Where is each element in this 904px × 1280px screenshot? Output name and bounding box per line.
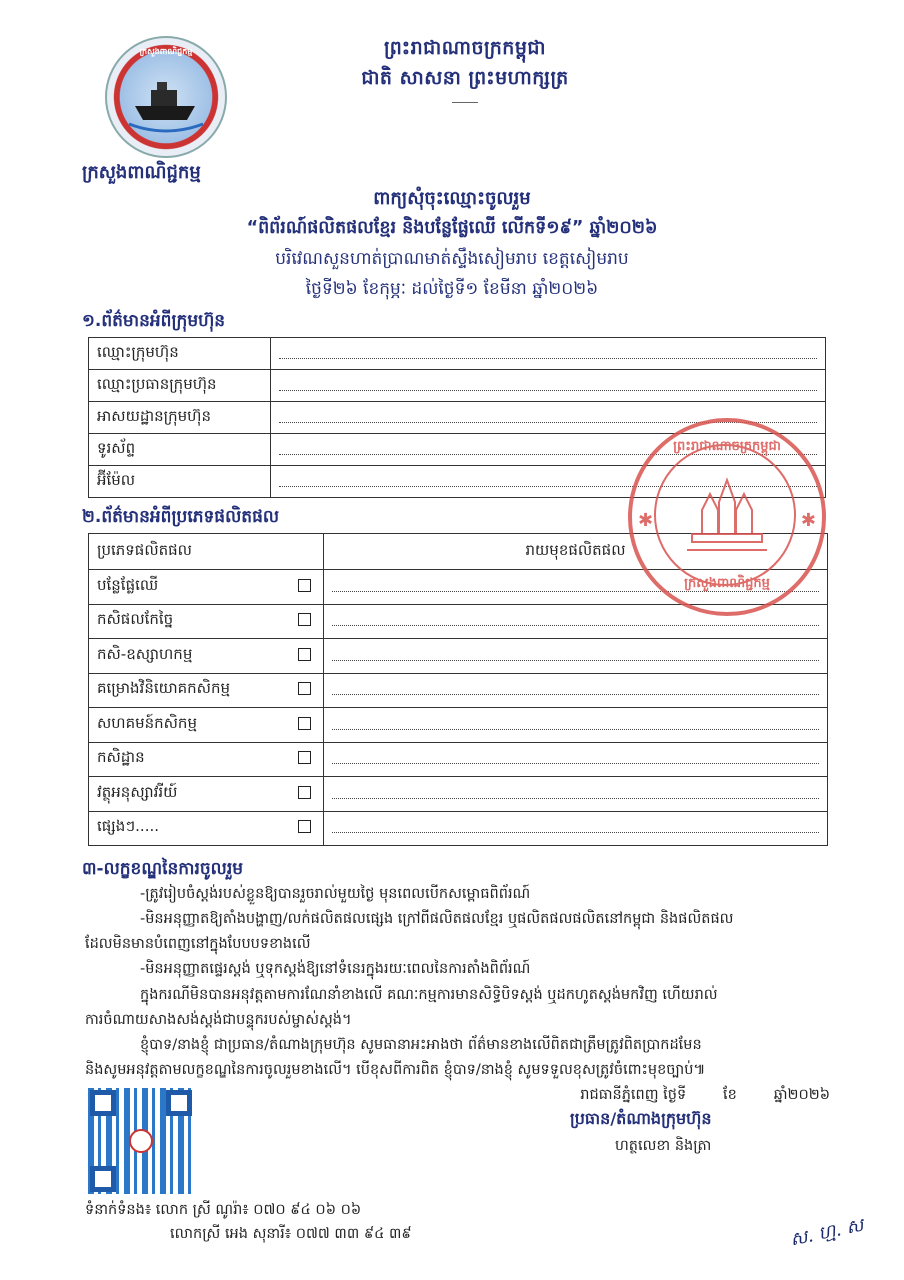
product-type-cell xyxy=(285,673,324,708)
checkbox[interactable] xyxy=(298,820,311,833)
condition-3: -មិនអនុញ្ញាតផ្ទេរស្តង់ ឬទុកស្តង់ឱ្យនៅទំនេរក្នុងរយៈពេលនៃការតាំងពិព័រណ៍ xyxy=(140,961,531,977)
declaration-b: និងសូមអនុវត្តតាមលក្ខខណ្ឌនៃការចូលរួមខាងលើ។ បើខុសពីការពិត ខ្ញុំបាទ/នាងខ្ញុំ សូមទទួលខុសត្រូវចំពោះមុខច្បាប់៕ xyxy=(85,1062,706,1078)
product-items-field[interactable] xyxy=(324,673,828,708)
event-venue: បរិវេណសួនហាត់ប្រាណមាត់ស្ទឹងសៀមរាប ខេត្តសៀមរាប xyxy=(275,249,629,269)
col-header-items: រាយមុខផលិតផល xyxy=(324,534,828,570)
company-name-field[interactable] xyxy=(271,338,826,370)
product-items-field[interactable] xyxy=(324,639,828,674)
product-items-field[interactable] xyxy=(324,708,828,743)
product-type-cell xyxy=(285,570,324,605)
ministry-logo xyxy=(105,36,227,158)
signature-note: ហត្ថលេខា និងត្រា xyxy=(615,1138,712,1154)
field-label: ឈ្មោះក្រុមហ៊ុន xyxy=(89,338,271,370)
condition-2a: -មិនអនុញ្ញាតឱ្យតាំងបង្ហាញ/លក់ផលិតផលផ្សេង ក្រៅពីផលិតផលខ្មែរ ឬផលិតផលផលិតនៅកម្ពុជា និងផលិតផល xyxy=(140,911,734,927)
product-items-field[interactable] xyxy=(324,742,828,777)
official-stamp xyxy=(628,418,826,616)
kingdom-title: ព្រះរាជាណាចក្រកម្ពុជា xyxy=(384,37,546,59)
product-type-label: កសិដ្ឋាន xyxy=(89,742,286,777)
table-row xyxy=(89,370,826,402)
stamp-top-text: ព្រះរាជាណាចក្រកម្ពុជា xyxy=(673,439,781,454)
product-type-label: កសិ-ឧស្សាហកម្ម xyxy=(89,639,286,674)
qr-code[interactable] xyxy=(88,1088,194,1194)
checkbox[interactable] xyxy=(298,682,311,695)
checkbox[interactable] xyxy=(298,717,311,730)
product-items-field[interactable] xyxy=(324,777,828,812)
table-row xyxy=(89,639,828,674)
stamp-star-left: ✱ xyxy=(638,510,654,531)
condition-4a: ក្នុងករណីមិនបានអនុវត្តតាមការណែនាំខាងលើ គណៈកម្មការមានសិទ្ធិបិទស្តង់ ឬដកហូតស្តង់មកវិញ ហើយរាល់ xyxy=(140,987,718,1003)
condition-1: -ត្រូវរៀបចំស្តង់របស់ខ្លួនឱ្យបានរួចរាល់មួយថ្ងៃ មុនពេលបើកសម្ពោធពិព័រណ៍ xyxy=(140,886,531,902)
table-row xyxy=(89,742,828,777)
product-type-label: គម្រោងវិនិយោគកសិកម្ម xyxy=(89,673,286,708)
product-type-cell xyxy=(285,708,324,743)
product-type-cell xyxy=(285,639,324,674)
product-type-label: សហគមន៍កសិកម្ម xyxy=(89,708,286,743)
table-row xyxy=(89,777,828,812)
event-title: “ពិព័រណ៍ផលិតផលខ្មែរ និងបន្លែផ្លែឈើ លើកទី១៩” ឆ្នាំ២០២៦ xyxy=(246,218,658,238)
qr-logo-icon xyxy=(129,1129,153,1153)
section1-heading: ១.ព័ត៌មានអំពីក្រុមហ៊ុន xyxy=(82,311,226,331)
checkbox[interactable] xyxy=(298,648,311,661)
form-title: ពាក្យសុំចុះឈ្មោះចូលរួម xyxy=(373,188,531,209)
field-label: ទូរស័ព្ទ xyxy=(89,434,271,466)
director-name-field[interactable] xyxy=(271,370,826,402)
table-row xyxy=(89,673,828,708)
condition-4b: ការចំណាយសាងសង់ស្តង់ជាបន្ទុករបស់ម្ចាស់ស្តង់។ xyxy=(85,1012,352,1028)
section3-heading: ៣-លក្ខខណ្ឌនៃការចូលរួម xyxy=(82,859,244,879)
checkbox[interactable] xyxy=(298,579,311,592)
product-type-cell xyxy=(285,742,324,777)
field-label: អាសយដ្ឋានក្រុមហ៊ុន xyxy=(89,402,271,434)
logo-text: ក្រសួងពាណិជ្ជកម្ម xyxy=(139,47,193,56)
contact-line-2: លោកស្រី អេង សុនារី៖ ០៧៧ ៣៣ ៩៤ ៣៩ xyxy=(170,1226,412,1242)
national-motto: ជាតិ សាសនា ព្រះមហាក្សត្រ xyxy=(361,67,569,89)
condition-2b: ដែលមិនមានបំពេញនៅក្នុងបែបបទខាងលើ xyxy=(85,936,311,952)
product-type-label: វត្ថុអនុស្សាវរីយ៍ xyxy=(89,777,286,812)
product-type-cell xyxy=(285,811,324,846)
table-row xyxy=(89,338,826,370)
product-type-label: កសិផលកែច្នៃ xyxy=(89,604,286,639)
col-header-type: ប្រភេទផលិតផល xyxy=(89,534,324,570)
product-items-field[interactable] xyxy=(324,811,828,846)
signatory-role: ប្រធាន/តំណាងក្រុមហ៊ុន xyxy=(570,1109,712,1128)
table-row xyxy=(89,708,828,743)
table-row xyxy=(89,811,828,846)
signature-date-line: រាជធានីភ្នំពេញ ថ្ងៃទី ខែ ឆ្នាំ២០២៦ xyxy=(580,1087,830,1103)
field-label: អ៊ីម៉ែល xyxy=(89,466,271,498)
product-type-label: ផ្សេងៗ..... xyxy=(89,811,286,846)
checkbox[interactable] xyxy=(298,613,311,626)
stamp-star-right: ✱ xyxy=(800,510,816,531)
field-label: ឈ្មោះប្រធានក្រុមហ៊ុន xyxy=(89,370,271,402)
checkbox[interactable] xyxy=(298,751,311,764)
contact-line-1: ទំនាក់ទំនង៖ លោក ស្រី ណូរ៉ា៖ ០៧០ ៩៤ ០៦ ០៦ xyxy=(85,1202,362,1218)
section2-heading: ២.ព័ត៌មានអំពីប្រភេទផលិតផល xyxy=(82,507,280,527)
stamp-bottom-text: ក្រសួងពាណិជ្ជកម្ម xyxy=(684,576,770,591)
handwritten-initials: ស. ហ្ម. ស xyxy=(788,1214,866,1251)
checkbox[interactable] xyxy=(298,786,311,799)
product-type-cell xyxy=(285,604,324,639)
ministry-name: ក្រសួងពាណិជ្ជកម្ម xyxy=(82,162,201,183)
event-dates: ថ្ងៃទី២៦ ខែកុម្ភៈ ដល់ថ្ងៃទី១ ខែមីនា ឆ្នាំ២០២៦ xyxy=(305,279,599,299)
product-type-label: បន្លែផ្លែឈើ xyxy=(89,570,286,605)
declaration-a: ខ្ញុំបាទ/នាងខ្ញុំ ជាប្រធាន/តំណាងក្រុមហ៊ុន សូមធានាអះអាងថា ព័ត៌មានខាងលើពិតជាត្រឹមត្រូវពិតប្រាកដមែន xyxy=(140,1037,702,1053)
header-divider xyxy=(452,102,478,103)
product-type-cell xyxy=(285,777,324,812)
